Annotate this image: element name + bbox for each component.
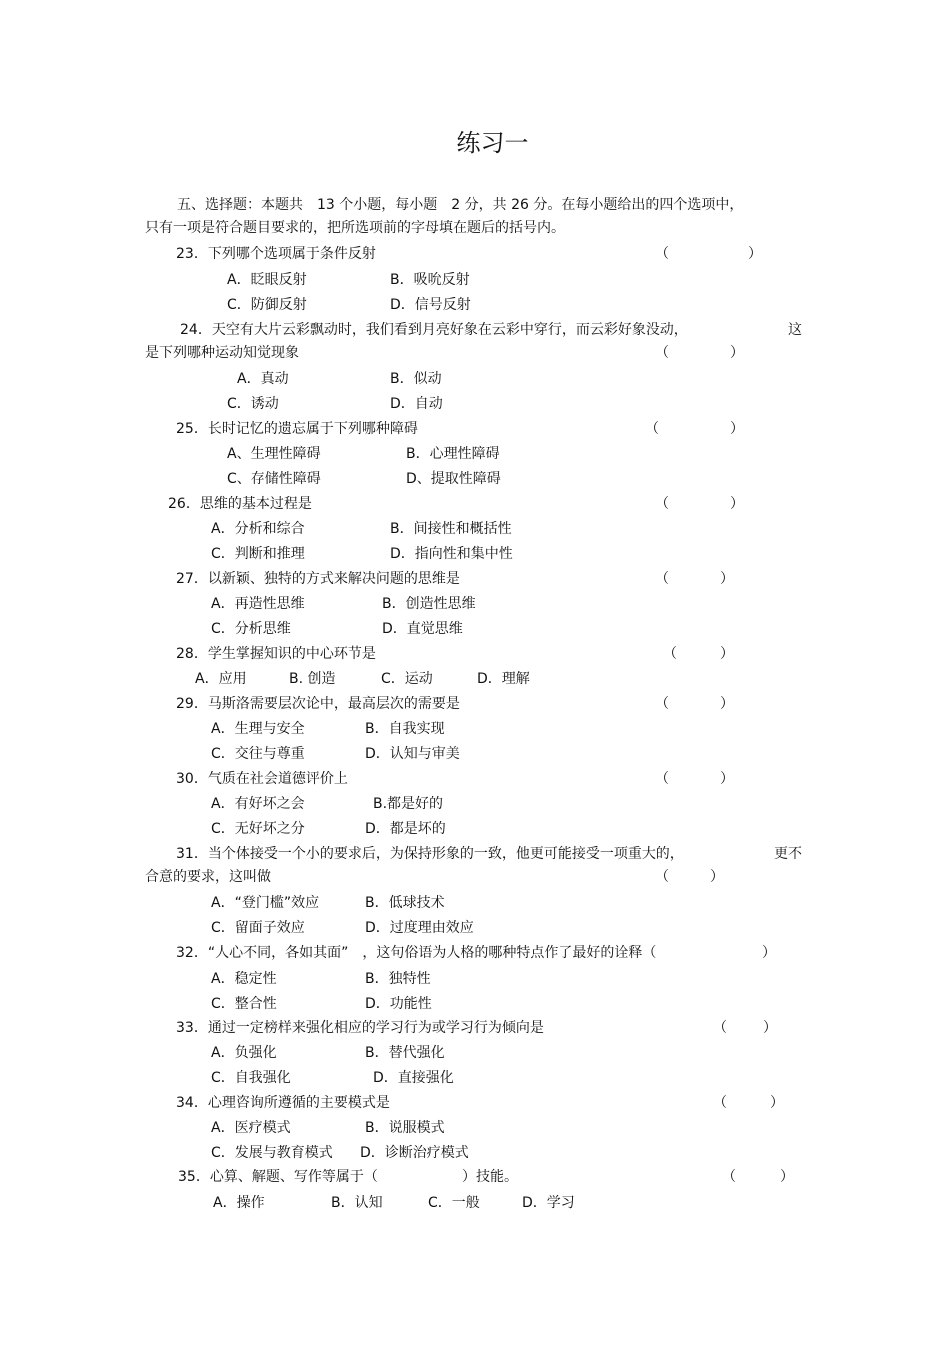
option-d: D．信号反射 bbox=[390, 297, 471, 313]
option-c: C．分析思维 bbox=[211, 621, 291, 637]
option-c: C．整合性 bbox=[211, 996, 277, 1012]
option-c: C、存储性障碍 bbox=[227, 471, 321, 487]
option-c: C．运动 bbox=[381, 671, 433, 687]
answer-paren-open: （ bbox=[655, 345, 669, 361]
option-c: C．自我强化 bbox=[211, 1070, 291, 1086]
answer-paren-close: ） bbox=[763, 1020, 777, 1036]
option-c: C．诱动 bbox=[227, 396, 279, 412]
option-a: A．分析和综合 bbox=[211, 521, 305, 537]
option-b: B．吸吮反射 bbox=[390, 272, 470, 288]
answer-paren-close: ） bbox=[720, 571, 734, 587]
answer-paren-open: （ bbox=[655, 571, 669, 587]
option-d: D．认知与审美 bbox=[365, 746, 460, 762]
intro-line-1: 五、选择题：本题共 13 个小题，每小题 2 分，共 26 分。在每小题给出的四个选项中， bbox=[177, 197, 744, 213]
option-b: B. 创造 bbox=[289, 671, 336, 687]
question-stem: 29．马斯洛需要层次论中，最高层次的需要是 bbox=[176, 696, 460, 712]
question-stem: 24．天空有大片云彩飘动时，我们看到月亮好象在云彩中穿行，而云彩好象没动， bbox=[180, 322, 688, 338]
question-stem-line2: 是下列哪种运动知觉现象 bbox=[145, 345, 299, 361]
option-b: B．创造性思维 bbox=[382, 596, 476, 612]
option-a: A．医疗模式 bbox=[211, 1120, 291, 1136]
answer-paren-open: （ bbox=[655, 771, 669, 787]
option-d: D．诊断治疗模式 bbox=[360, 1145, 469, 1161]
option-b: B．替代强化 bbox=[365, 1045, 445, 1061]
option-c: C．一般 bbox=[428, 1195, 480, 1211]
question-stem: 31．当个体接受一个小的要求后，为保持形象的一致，他更可能接受一项重大的， bbox=[176, 846, 684, 862]
question-stem: 33．通过一定榜样来强化相应的学习行为或学习行为倾向是 bbox=[176, 1020, 544, 1036]
option-b: B．自我实现 bbox=[365, 721, 445, 737]
answer-paren-close: ） bbox=[730, 421, 744, 437]
answer-paren-close: ） bbox=[770, 1095, 784, 1111]
option-d: D．学习 bbox=[522, 1195, 575, 1211]
page-title: 练习一 bbox=[456, 129, 529, 157]
answer-paren-close: ） bbox=[730, 345, 744, 361]
option-d: D．理解 bbox=[477, 671, 530, 687]
question-stem: 32．“人心不同，各如其面” ，这句俗语为人格的哪种特点作了最好的诠释（ bbox=[176, 945, 657, 961]
option-d: D．指向性和集中性 bbox=[390, 546, 513, 562]
option-b: B．说服模式 bbox=[365, 1120, 445, 1136]
option-b: B.都是好的 bbox=[373, 796, 444, 812]
option-c: C．判断和推理 bbox=[211, 546, 305, 562]
option-d: D．功能性 bbox=[365, 996, 432, 1012]
answer-paren-close: ） bbox=[720, 696, 734, 712]
option-a: A．眨眼反射 bbox=[227, 272, 307, 288]
answer-paren-open: （ bbox=[663, 646, 677, 662]
option-b: B．独特性 bbox=[365, 971, 431, 987]
answer-paren-close: ） bbox=[748, 246, 762, 262]
answer-paren-close: ） bbox=[720, 771, 734, 787]
intro-line-2: 只有一项是符合题目要求的，把所选项前的字母填在题后的括号内。 bbox=[145, 220, 565, 236]
option-d: D．自动 bbox=[390, 396, 443, 412]
answer-paren-close: ） bbox=[780, 1169, 794, 1185]
option-d: D．过度理由效应 bbox=[365, 920, 474, 936]
option-a: A．有好坏之会 bbox=[211, 796, 305, 812]
option-d: D．直觉思维 bbox=[382, 621, 463, 637]
question-stem-line2: 合意的要求，这叫做 bbox=[145, 869, 271, 885]
option-a: A、生理性障碍 bbox=[227, 446, 321, 462]
answer-paren-open: （ bbox=[655, 869, 669, 885]
question-stem-tail: 这 bbox=[788, 322, 802, 338]
option-d: D．直接强化 bbox=[373, 1070, 454, 1086]
answer-paren-close: ） bbox=[720, 646, 734, 662]
option-c: C．防御反射 bbox=[227, 297, 307, 313]
option-c: C．无好坏之分 bbox=[211, 821, 305, 837]
question-stem: 23．下列哪个选项属于条件反射 bbox=[176, 246, 376, 262]
answer-paren-close: ） bbox=[730, 496, 744, 512]
question-stem: 28．学生掌握知识的中心环节是 bbox=[176, 646, 376, 662]
option-b: B．认知 bbox=[331, 1195, 383, 1211]
question-stem: 30．气质在社会道德评价上 bbox=[176, 771, 348, 787]
answer-paren-open: （ bbox=[713, 1020, 727, 1036]
option-c: C．交往与尊重 bbox=[211, 746, 305, 762]
option-b: B．低球技术 bbox=[365, 895, 445, 911]
answer-paren-open: （ bbox=[713, 1095, 727, 1111]
option-a: A．负强化 bbox=[211, 1045, 277, 1061]
option-b: B．间接性和概括性 bbox=[390, 521, 512, 537]
option-b: B．似动 bbox=[390, 371, 442, 387]
question-stem-tail: 更不 bbox=[774, 846, 802, 862]
option-d: D、提取性障碍 bbox=[406, 471, 501, 487]
option-b: B．心理性障碍 bbox=[406, 446, 500, 462]
answer-paren-open: （ bbox=[655, 496, 669, 512]
answer-paren-close: ） bbox=[762, 945, 776, 961]
option-c: C．发展与教育模式 bbox=[211, 1145, 333, 1161]
answer-paren-close: ） bbox=[710, 869, 724, 885]
answer-paren-open: （ bbox=[722, 1169, 736, 1185]
question-stem: 35．心算、解题、写作等属于（ bbox=[178, 1169, 378, 1185]
question-stem: 26．思维的基本过程是 bbox=[168, 496, 312, 512]
answer-paren-open: （ bbox=[655, 696, 669, 712]
option-a: A．生理与安全 bbox=[211, 721, 305, 737]
question-stem: 25．长时记忆的遗忘属于下列哪种障碍 bbox=[176, 421, 418, 437]
option-a: A．应用 bbox=[195, 671, 247, 687]
option-a: A．操作 bbox=[213, 1195, 265, 1211]
answer-paren-open: （ bbox=[645, 421, 659, 437]
question-stem: 34．心理咨询所遵循的主要模式是 bbox=[176, 1095, 390, 1111]
option-a: A．真动 bbox=[237, 371, 289, 387]
option-a: A．“登门槛”效应 bbox=[211, 895, 320, 911]
question-stem-mid: ）技能。 bbox=[462, 1169, 518, 1185]
question-stem: 27．以新颖、独特的方式来解决问题的思维是 bbox=[176, 571, 460, 587]
option-c: C．留面子效应 bbox=[211, 920, 305, 936]
option-a: A．稳定性 bbox=[211, 971, 277, 987]
option-a: A．再造性思维 bbox=[211, 596, 305, 612]
option-d: D．都是坏的 bbox=[365, 821, 446, 837]
answer-paren-open: （ bbox=[655, 246, 669, 262]
